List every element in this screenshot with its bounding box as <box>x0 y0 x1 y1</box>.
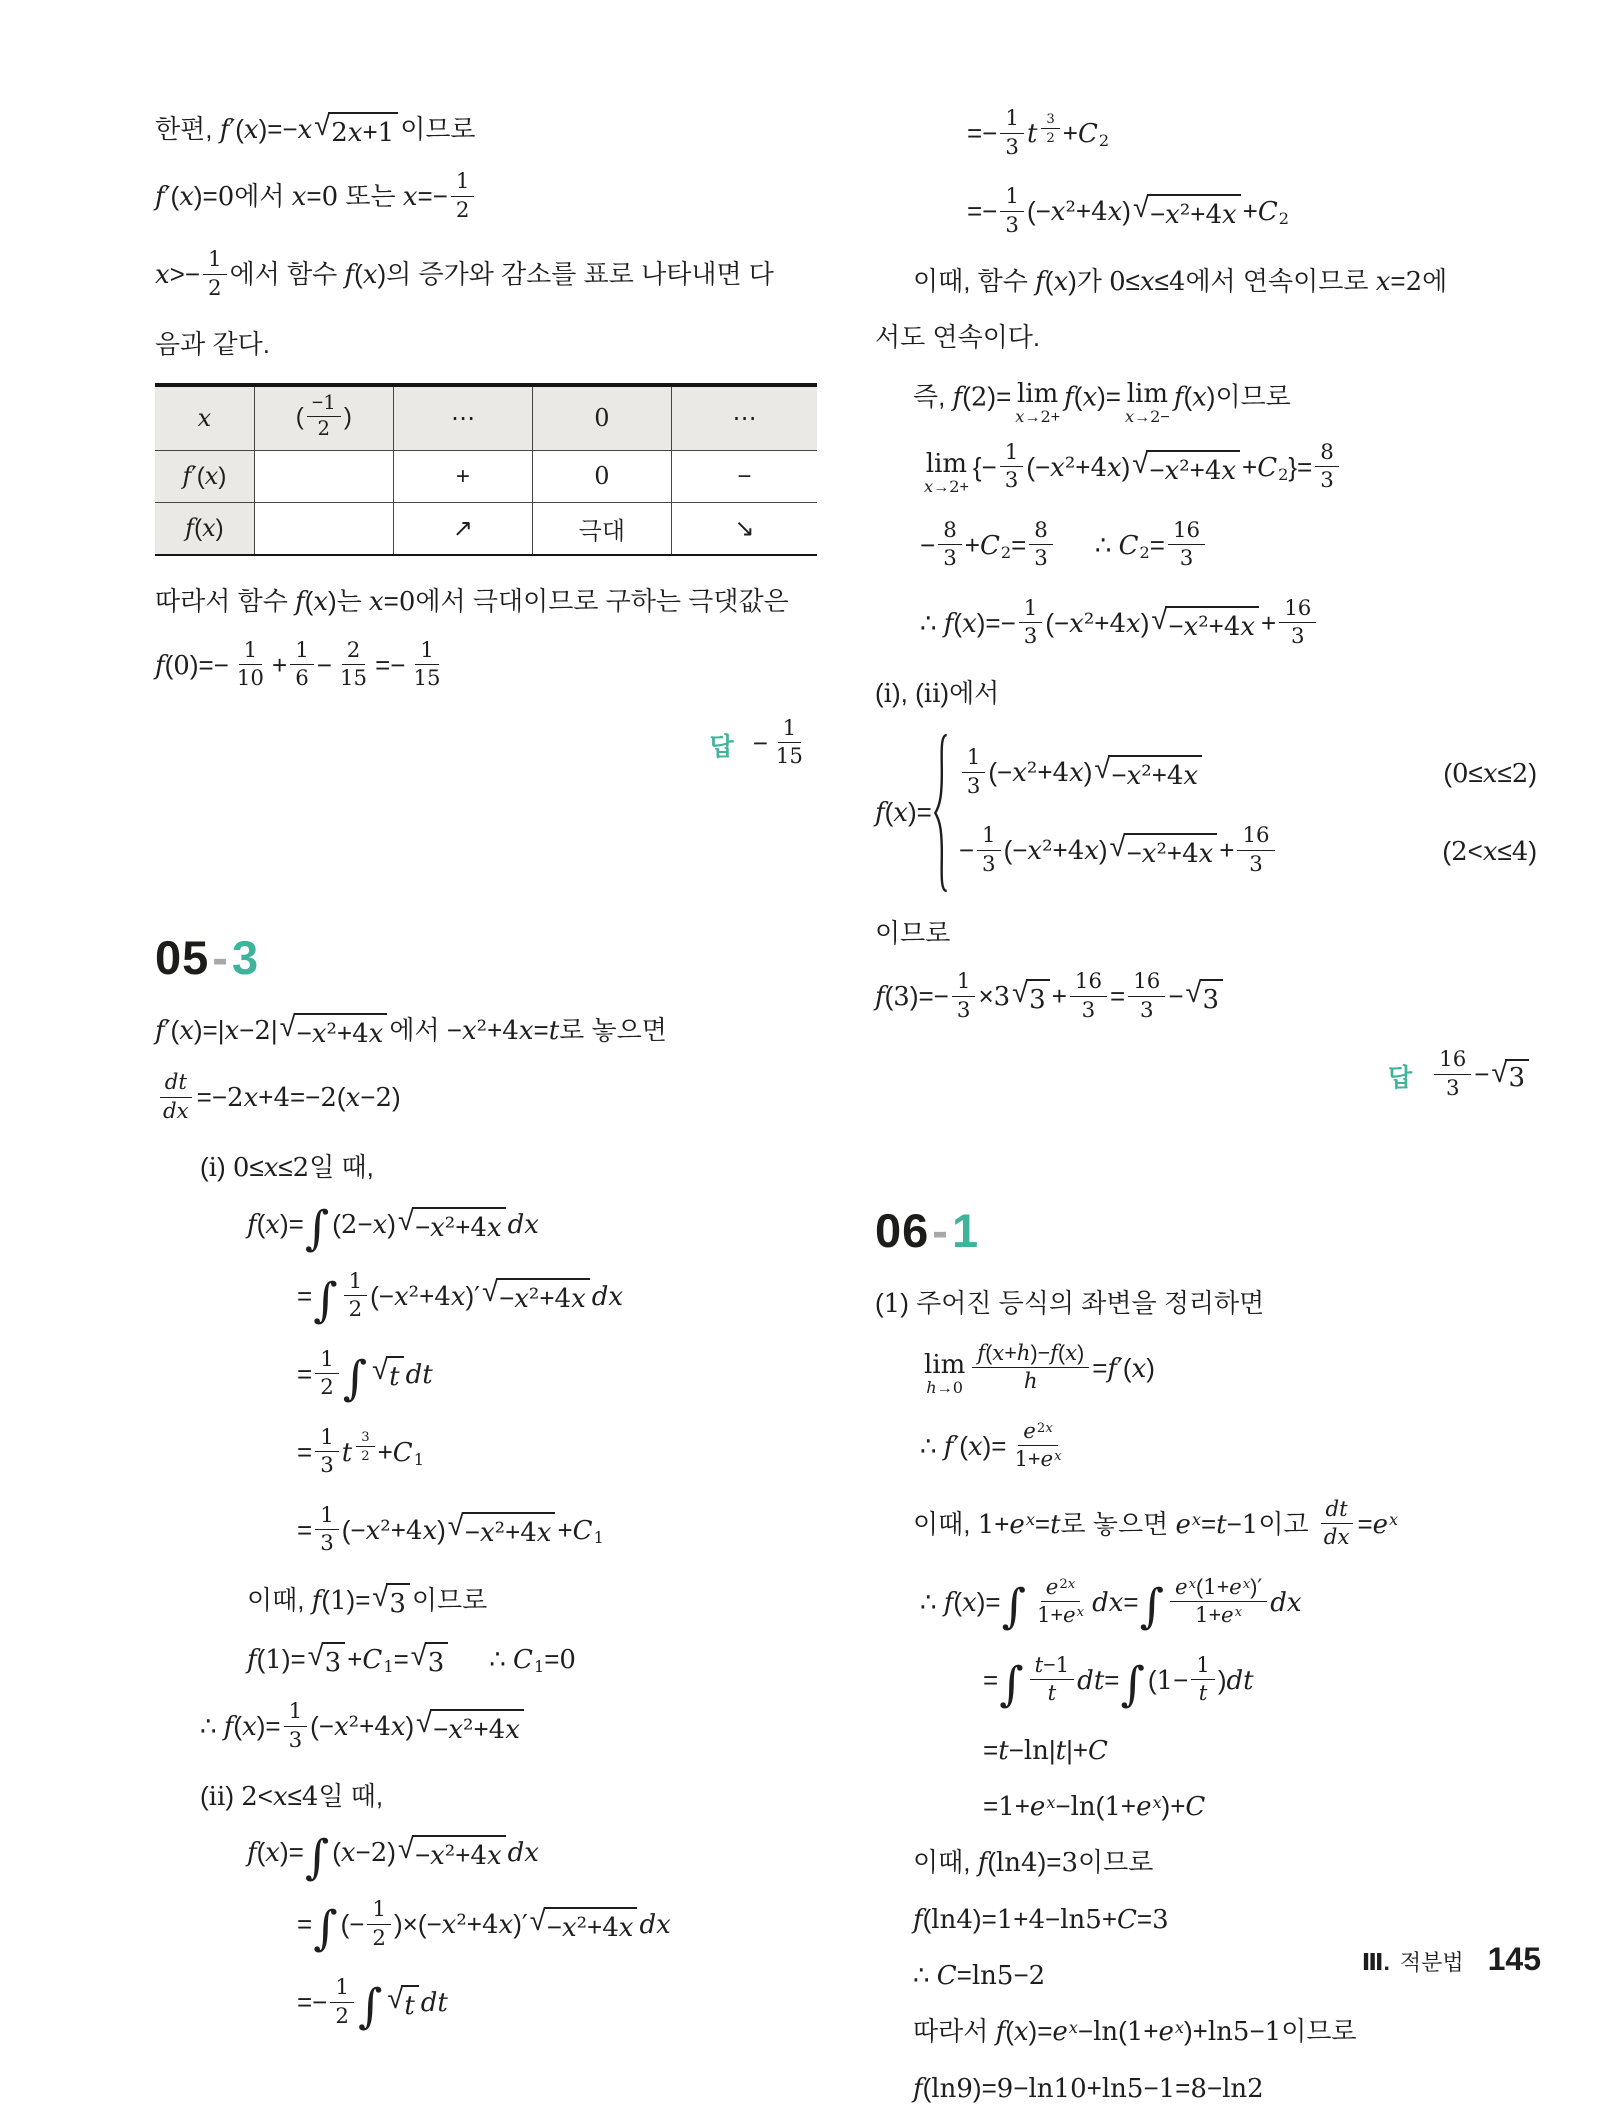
solution-line: =1+ex−ln(1+ex)+C <box>983 1791 1206 1822</box>
table-row-label: f′(x) <box>155 451 254 503</box>
solution-line: 이때, 1+ex=t로 놓으면 ex=t−1이고 $\frac{dt}{dx}$ =ex <box>913 1496 1399 1551</box>
solution-line: 이므로 <box>875 918 951 949</box>
problem-heading-06-1 <box>875 1203 1537 1258</box>
table-row <box>155 451 817 503</box>
table-cell: ↘ <box>671 503 817 555</box>
piecewise-rows <box>959 747 1537 879</box>
solution-line: ∴ C=ln5−2 <box>913 1959 1046 1991</box>
problem-number: 05 <box>155 930 210 984</box>
problem-number-dash: - <box>932 1204 949 1258</box>
left-brace-icon <box>932 732 950 894</box>
solution-line: =− $\frac{1}{3}$ t $\frac{3}{2}$ +C2 <box>967 106 1110 160</box>
solution-line: f(x)=∫ (x−2) √ −x²+4x dx <box>247 1830 539 1885</box>
solution-line: =∫ $\frac{1}{2}$ (−x²+4x)′ √ −x²+4x dx <box>297 1268 624 1328</box>
problem-subnumber: 3 <box>231 930 260 984</box>
problem-subnumber: 1 <box>951 1204 980 1258</box>
table-cell: 극대 <box>532 503 671 555</box>
solution-line: f′(x)=0에서 x=0 또는 x=− $\frac{1}{2}$ <box>155 171 817 225</box>
case-expression: $\frac{1}{3}$ (−x²+4x) √ −x²+4x <box>959 747 1204 801</box>
solution-line: f(x)=∫ (2−x) √ −x²+4x dx <box>247 1201 539 1256</box>
solution-line: ∴ f′(x)= $\frac{e2x}{1+ex}$ <box>920 1418 1062 1473</box>
problem-number: 06 <box>875 1204 930 1258</box>
solution-line: 음과 같다. <box>155 329 270 360</box>
solution-line: f(3)=− $\frac{1}{3}$ ×3 √ 3 + $\frac{16}{3}$ = $\frac{16}{3}$ − √ 3 <box>875 971 1537 1025</box>
solution-line: 따라서 함수 f(x)는 x=0에서 극대이므로 구하는 극댓값은 <box>155 585 789 617</box>
solution-line: 이때, 함수 f(x)가 0≤x≤4에서 연속이므로 x=2에 <box>913 266 1448 297</box>
table-cell <box>254 451 393 503</box>
table-cell: − <box>671 451 817 503</box>
solution-line: ∴ f(x)=∫ $\frac{e2x}{1+ex}$ dx=∫ $\frac{ex(1+ex)'}{1+ex}$ dx <box>920 1574 1302 1634</box>
answer-label: 답 <box>1388 1064 1414 1093</box>
solution-line: 서도 연속이다. <box>875 322 1041 353</box>
page-number: 145 <box>1487 1941 1541 1977</box>
piecewise-lhs: f(x)= <box>875 797 932 829</box>
table-cell: 0 <box>532 451 671 503</box>
solution-line: lim x→2+ {− $\frac{1}{3}$ (−x²+4x) √ −x²+4x +C2}= $\frac{8}{3}$ <box>920 442 1537 496</box>
table-header-cell: ⋯ <box>393 385 532 451</box>
table-row <box>155 503 817 555</box>
solution-line: =− $\frac{1}{2}$ ∫ √ t dt <box>297 1975 448 2035</box>
right-column <box>875 108 1537 2127</box>
page-footer <box>1362 1941 1541 1978</box>
case-expression: − $\frac{1}{3}$ (−x²+4x) √ −x²+4x + $\frac{16}{3}$ <box>959 825 1278 879</box>
solution-line: f′(x)=|x−2| √ −x²+4x 에서 −x²+4x=t로 놓으면 <box>155 1013 817 1051</box>
solution-line: 이때, f(1)= √ 3 이므로 <box>247 1583 817 1621</box>
solution-line: (1) 주어진 등식의 좌변을 정리하면 <box>875 1288 1265 1320</box>
solution-line: = $\frac{1}{3}$ t $\frac{3}{2}$ +C1 <box>297 1424 424 1478</box>
table-header-cell: x <box>155 385 254 451</box>
increase-decrease-table <box>155 383 817 556</box>
solution-line: f(ln9)=9−ln10+ln5−1=8−ln2 <box>913 2072 1264 2104</box>
solution-line: 한편, f′(x)=−x √ 2x+1 이므로 <box>155 112 817 150</box>
solution-line: lim h→0 $\frac{f(x+h)-f(x)}{h}$ =f′(x) <box>924 1340 1155 1398</box>
solution-line: 이때, f(ln4)=3이므로 <box>913 1847 1154 1879</box>
solution-line: = $\frac{1}{2}$ ∫ √ t dt <box>297 1346 433 1406</box>
solution-line: (ii) 2<x≤4일 때, <box>200 1781 384 1813</box>
answer-value: − $\frac{1}{15}$ <box>752 715 803 770</box>
solution-line: f(0)=− $\frac{1}{10}$ + $\frac{1}{6}$ − $\frac{2}{15}$ =− $\frac{1}{15}$ <box>155 637 441 692</box>
answer-value: $\frac{16}{3}$ − √ 3 <box>1431 1049 1531 1103</box>
piecewise-definition <box>875 732 1537 894</box>
table-row-label: f(x) <box>155 503 254 555</box>
solution-line: − $\frac{8}{3}$ +C2= $\frac{8}{3}$ ∴ C2= $\frac{16}{3}$ <box>920 520 1537 574</box>
table-header-cell: ( $\frac{-1}{2}$ ) <box>254 385 393 451</box>
answer-line <box>875 1049 1531 1103</box>
solution-line: (i), (ii)에서 <box>875 677 1000 709</box>
chapter-name: 적분법 <box>1399 1950 1464 1975</box>
solution-line: f(ln4)=1+4−ln5+C=3 <box>913 1903 1169 1935</box>
solution-line: =∫ (− $\frac{1}{2}$ )×(−x²+4x)′ √ −x²+4x dx <box>297 1897 671 1957</box>
table-cell: ↗ <box>393 503 532 555</box>
piecewise-row <box>959 747 1537 801</box>
solution-line: =t−ln|t|+C <box>983 1734 1108 1766</box>
solution-line: 따라서 f(x)=ex−ln(1+ex)+ln5−1이므로 <box>913 2016 1357 2048</box>
solution-line: f(1)= √ 3 +C1= √ 3 ∴ C1=0 <box>247 1642 817 1680</box>
solution-line: = $\frac{1}{3}$ (−x²+4x) √ −x²+4x +C1 <box>297 1502 604 1556</box>
table-cell: + <box>393 451 532 503</box>
answer-line <box>155 715 811 772</box>
problem-heading-05-3 <box>155 930 817 985</box>
table-header-cell: 0 <box>532 385 671 451</box>
case-condition: (0≤x≤2) <box>1443 758 1537 790</box>
piecewise-row <box>959 825 1537 879</box>
table-cell <box>254 503 393 555</box>
solution-line: ∴ f(x)= $\frac{1}{3}$ (−x²+4x) √ −x²+4x <box>200 1701 817 1755</box>
solution-line: x>− $\frac{1}{2}$ 에서 함수 f(x)의 증가와 감소를 표로 나타내면 다 <box>155 247 774 301</box>
case-condition: (2<x≤4) <box>1442 836 1537 868</box>
solution-line: $\frac{dt}{dx}$ =−2x+4=−2(x−2) <box>155 1072 817 1126</box>
left-column <box>155 112 817 2055</box>
solution-line: 즉, f(2)= lim x→2+ f(x)= lim x→2− f(x)이므로 <box>913 378 1291 426</box>
solution-line: =− $\frac{1}{3}$ (−x²+4x) √ −x²+4x +C2 <box>967 184 1289 238</box>
table-header-cell: ⋯ <box>671 385 817 451</box>
solution-line: (i) 0≤x≤2일 때, <box>200 1152 374 1184</box>
chapter-roman-numeral: Ⅲ. <box>1361 1949 1390 1975</box>
solution-line: ∴ f(x)=− $\frac{1}{3}$ (−x²+4x) √ −x²+4x + $\frac{16}{3}$ <box>920 598 1537 652</box>
solution-line: =∫ $\frac{t-1}{t}$ dt=∫ (1− $\frac{1}{t}$ )dt <box>983 1652 1254 1712</box>
answer-label: 답 <box>709 732 735 761</box>
table-header-row <box>155 385 817 451</box>
problem-number-dash: - <box>212 930 229 984</box>
